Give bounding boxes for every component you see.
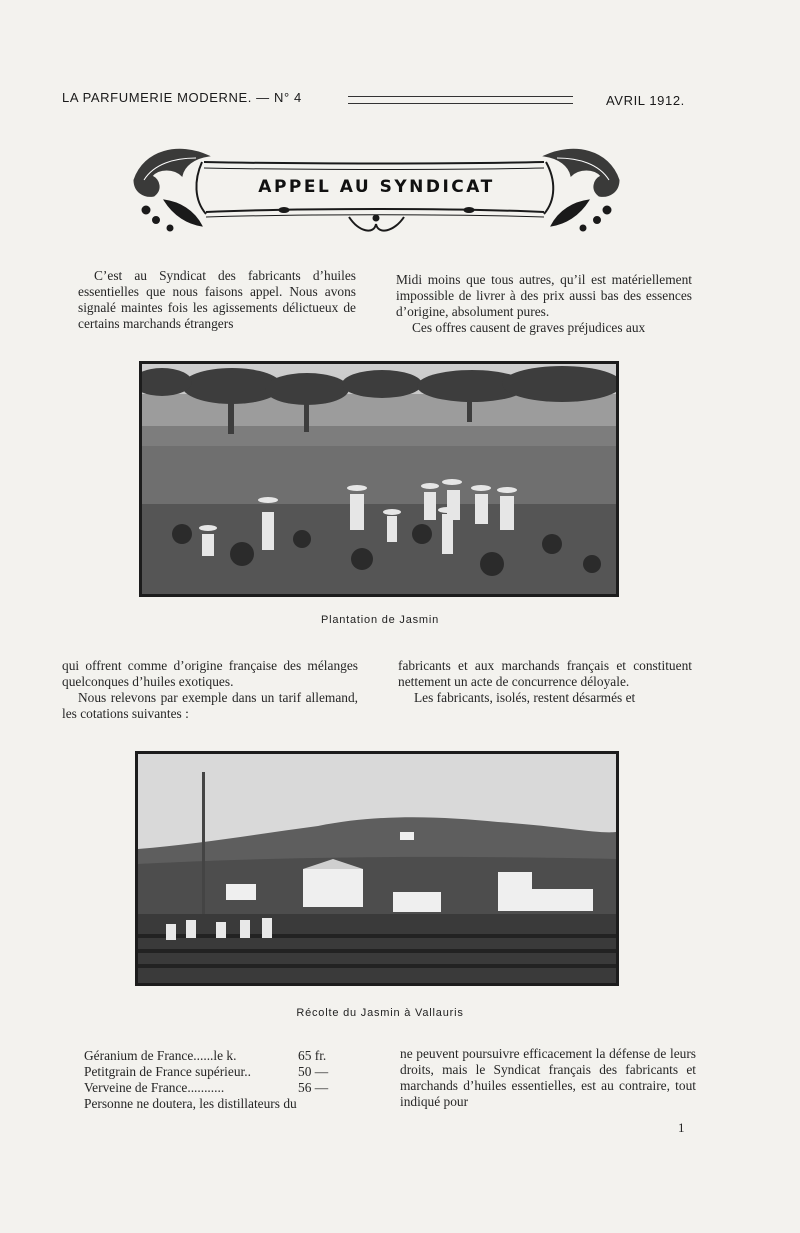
paragraph: Les fabricants, isolés, restent désarmés et bbox=[414, 690, 636, 705]
column-2-top bbox=[396, 272, 692, 336]
column-2-bottom bbox=[400, 1046, 696, 1110]
column-2-middle bbox=[398, 658, 692, 706]
photo-jasmine-plantation bbox=[139, 361, 619, 597]
product-price: 65 fr. bbox=[298, 1048, 327, 1063]
product-price: 56 — bbox=[298, 1080, 329, 1095]
column-1-top bbox=[78, 268, 356, 332]
price-line bbox=[84, 1064, 360, 1080]
title-banner bbox=[124, 140, 629, 240]
paragraph: Nous relevons par exemple dans un tarif allemand, les cotations suivantes : bbox=[62, 690, 358, 721]
photo-caption: Récolte du Jasmin à Vallauris bbox=[296, 1007, 464, 1019]
paragraph: Midi moins que tous autres, qu’il est matériellement impossible de livrer à des prix aussi bas des essences d’origine, absolument pures. bbox=[396, 272, 692, 319]
column-1-middle bbox=[62, 658, 358, 722]
village-photo-illustration bbox=[138, 754, 616, 983]
photo-jasmine-harvest bbox=[135, 751, 619, 986]
paragraph: Ces offres causent de graves préjudices aux bbox=[412, 320, 646, 335]
field-photo-illustration bbox=[142, 364, 616, 594]
product-name: Verveine de France........... bbox=[84, 1080, 225, 1095]
column-1-bottom bbox=[84, 1048, 360, 1112]
product-name: Géranium de France......le k. bbox=[84, 1048, 237, 1063]
product-name: Petitgrain de France supérieur.. bbox=[84, 1064, 251, 1079]
paragraph: Personne ne doutera, les distillateurs du bbox=[84, 1096, 297, 1111]
price-line bbox=[84, 1048, 360, 1064]
journal-header: LA PARFUMERIE MODERNE. — N° 4 bbox=[62, 90, 302, 105]
product-price: 50 — bbox=[298, 1064, 329, 1079]
page-number: 1 bbox=[678, 1120, 685, 1135]
header-rule bbox=[348, 96, 573, 104]
paragraph: qui offrent comme d’origine française des mélanges quelconques d’huiles exotiques. bbox=[62, 658, 358, 689]
paragraph: fabricants et aux marchands français et constituent nettement un acte de concurrence déloyale. bbox=[398, 658, 692, 689]
article-title: APPEL AU SYNDICAT bbox=[258, 177, 495, 197]
price-line bbox=[84, 1080, 360, 1096]
paragraph: C’est au Syndicat des fabricants d’huiles essentielles que nous faisons appel. Nous avons signalé maintes fois les agissements délictueux de certains marchands étrangers bbox=[78, 268, 356, 331]
photo-caption: Plantation de Jasmin bbox=[320, 614, 440, 626]
issue-date: AVRIL 1912. bbox=[606, 93, 685, 108]
paragraph: ne peuvent poursuivre efficacement la défense de leurs droits, mais le Syndicat français des fabricants et marchands d’huiles essentielles, est au contraire, tout indiqué pour bbox=[400, 1046, 696, 1109]
